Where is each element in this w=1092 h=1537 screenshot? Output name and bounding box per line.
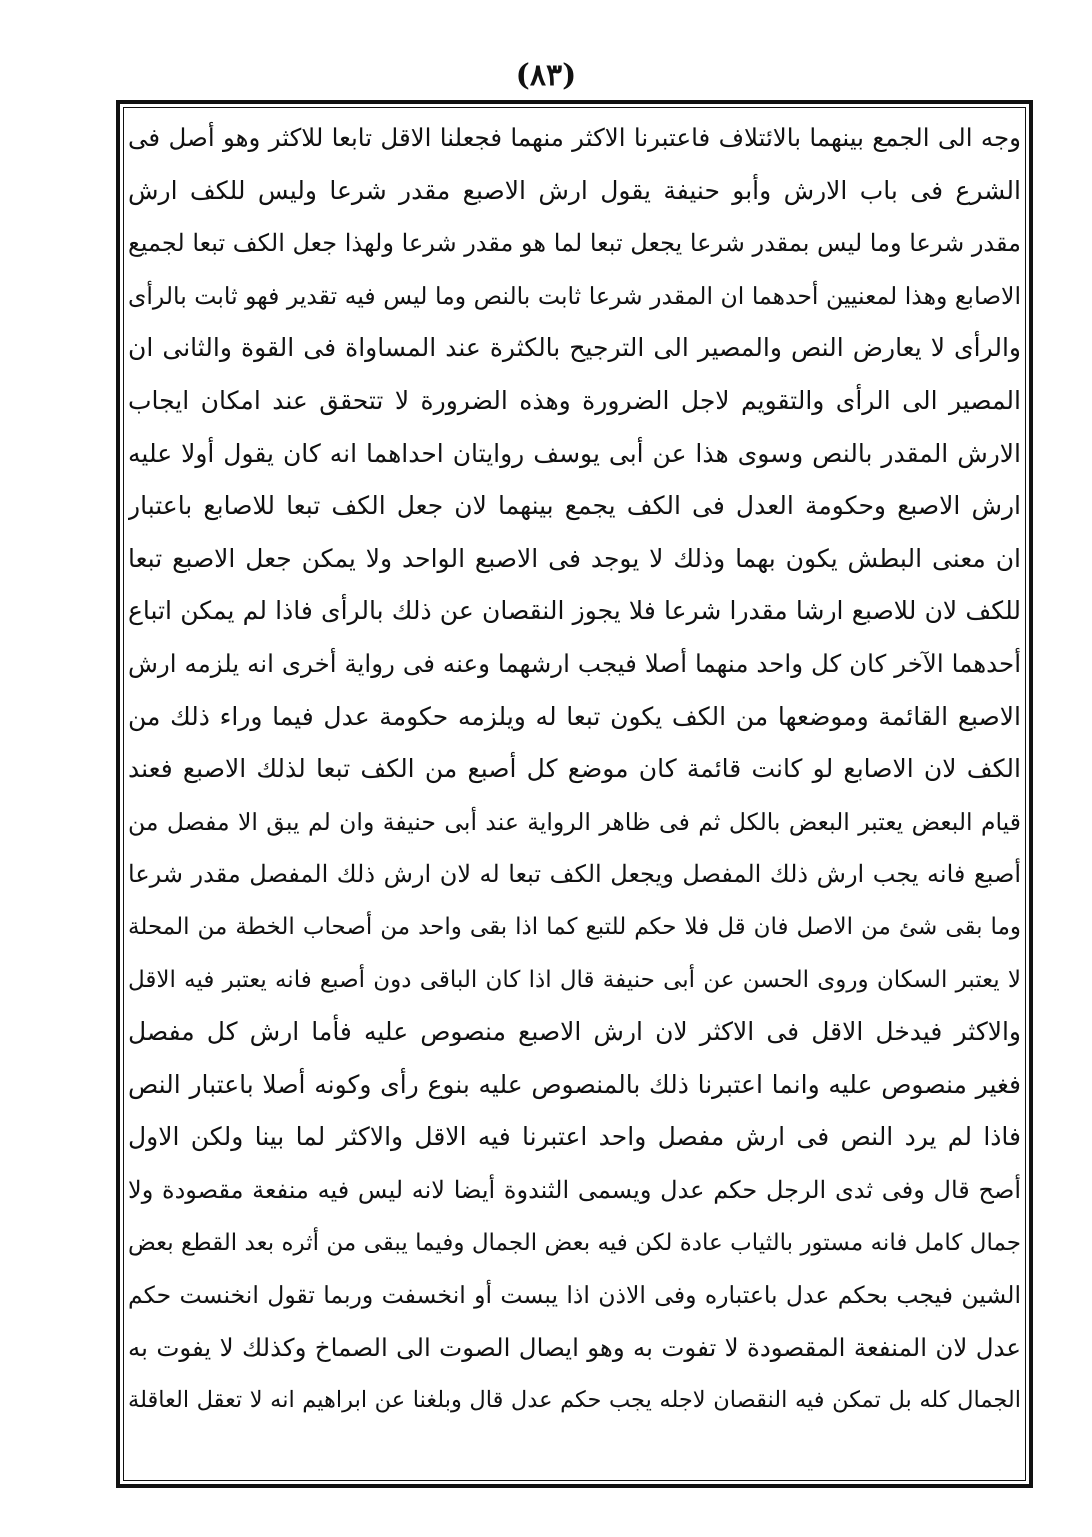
- text-line: الشرع فى باب الارش وأبو حنيفة يقول ارش الاصبع مقدر شرعا وليس للكف ارش: [128, 175, 1021, 205]
- text-line: قيام البعض يعتبر البعض بالكل ثم فى ظاهر الرواية عند أبى حنيفة وان لم يبق الا مفصل من: [128, 807, 1021, 836]
- page-number: (٨٣): [515, 58, 577, 93]
- text-line: لا يعتبر السكان وروى الحسن عن أبى حنيفة قال اذا كان الباقى دون أصبع فانه يعتبر فيه الاقل: [128, 966, 1021, 993]
- text-line: الكف لان الاصابع لو كانت قائمة كان موضع كل أصبع من الكف تبعا لذلك الاصبع فعند: [128, 754, 1021, 784]
- text-line: فغير منصوص عليه وانما اعتبرنا ذلك بالمنصوص عليه بنوع رأى وكونه أصلا باعتبار النص: [128, 1069, 1021, 1099]
- text-line: ان معنى البطش يكون بهما وذلك لا يوجد فى الاصبع الواحد ولا يمكن جعل الاصبع تبعا: [128, 543, 1021, 573]
- text-line: الارش المقدر بالنص وسوى هذا عن أبى يوسف روايتان احداهما انه كان يقول أولا عليه: [128, 438, 1021, 468]
- text-line: وما بقى شئ من الاصل فان قل فلا حكم للتبع كما اذا بقى واحد من أصحاب الخطة من المحلة: [128, 914, 1021, 940]
- text-line: وجه الى الجمع بينهما بالائتلاف فاعتبرنا الاكثر منهما فجعلنا الاقل تابعا للاكثر وهو أصل فى: [128, 123, 1021, 152]
- text-line: والاكثر فيدخل الاقل فى الاكثر لان ارش الاصبع منصوص عليه فأما ارش كل مفصل: [128, 1017, 1021, 1047]
- text-line: فاذا لم يرد النص فى ارش مفصل واحد اعتبرنا فيه الاقل والاكثر لما بينا ولكن الاول: [128, 1122, 1021, 1152]
- text-line: الجمال كله بل تمكن فيه النقصان لاجله يجب حكم عدل قال وبلغنا عن ابراهيم انه لا تعقل العاقلة: [128, 1387, 1021, 1414]
- text-line: للكف لان للاصبع ارشا مقدرا شرعا فلا يجوز النقصان عن ذلك بالرأى فاذا لم يمكن اتباع: [128, 596, 1021, 626]
- text-line: ارش الاصبع وحكومة العدل فى الكف يجمع بينهما لان جعل الكف تبعا للاصابع باعتبار: [128, 491, 1021, 521]
- body-text: [128, 116, 1021, 1476]
- text-line: أصبع فانه يجب ارش ذلك المفصل ويجعل الكف تبعا له لان ارش ذلك المفصل مقدر شرعا: [128, 860, 1021, 889]
- text-line: الشين فيجب بحكم عدل باعتباره وفى الاذن اذا يبست أو انخسفت وربما تقول انخنست حكم: [128, 1281, 1021, 1310]
- text-line: الاصابع وهذا لمعنيين أحدهما ان المقدر شرعا ثابت بالنص وما ليس فيه تقدير فهو ثابت بالرأى: [128, 281, 1021, 310]
- text-line: المصير الى الرأى والتقويم لاجل الضرورة وهذه الضرورة لا تتحقق عند امكان ايجاب: [128, 386, 1021, 415]
- text-line: جمال كامل فانه مستور بالثياب عادة لكن فيه بعض الجمال وفيما يبقى من أثره بعد القطع بعض: [128, 1229, 1021, 1256]
- text-line: مقدر شرعا وما ليس بمقدر شرعا يجعل تبعا لما هو مقدر شرعا ولهذا جعل الكف تبعا لجميع: [128, 229, 1021, 258]
- text-line: أصح قال وفى ثدى الرجل حكم عدل ويسمى الثندوة أيضا لانه ليس فيه منفعة مقصودة ولا: [128, 1176, 1021, 1204]
- text-line: أحدهما الآخر كان كل واحد منهما أصلا فيجب ارشهما وعنه فى رواية أخرى انه يلزمه ارش: [128, 649, 1021, 678]
- text-line: الاصبع القائمة وموضعها من الكف يكون تبعا له ويلزمه حكومة عدل فيما وراء ذلك من: [128, 701, 1021, 731]
- text-line: عدل لان المنفعة المقصودة لا تفوت به وهو ايصال الصوت الى الصماخ وكذلك لا يفوت به: [128, 1332, 1021, 1362]
- text-line: والرأى لا يعارض النص والمصير الى الترجيح بالكثرة عند المساواة فى القوة والثانى ان: [128, 333, 1021, 363]
